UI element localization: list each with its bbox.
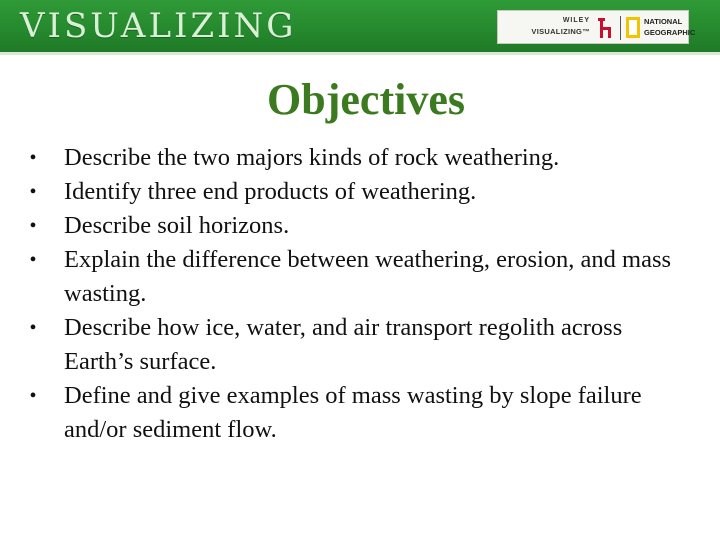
list-item-text: Define and give examples of mass wasting by slope failure and/or sediment flow. [64, 382, 642, 443]
list-item-text: Explain the difference between weathering, erosion, and mass wasting. [64, 246, 672, 307]
list-item-text: Identify three end products of weathering. [64, 178, 477, 205]
bullet-icon: • [29, 317, 37, 339]
national-geographic-frame-icon [626, 17, 640, 38]
list-item [26, 175, 676, 209]
wiley-logo [504, 15, 590, 41]
bullet-icon: • [29, 249, 37, 271]
wiley-logo-top: WILEY [562, 17, 590, 24]
list-item-text: Describe soil horizons. [64, 212, 290, 239]
wiley-logo-bottom: VISUALIZING™ [531, 27, 590, 36]
list-item [26, 379, 676, 447]
list-item [26, 243, 676, 311]
bullet-icon: • [29, 385, 37, 407]
publisher-logo [497, 10, 696, 44]
list-item-text: Describe the two majors kinds of rock weathering. [64, 144, 560, 171]
bullet-icon: • [29, 147, 37, 169]
brand-title: VISUALIZING [20, 6, 297, 46]
list-item-text: Describe how ice, water, and air transport regolith across Earth’s surface. [64, 314, 623, 375]
list-item [26, 141, 676, 175]
ng-line-2: GEOGRAPHIC [644, 28, 696, 37]
list-item [26, 209, 676, 243]
bullet-icon: • [29, 181, 37, 203]
chair-icon [596, 16, 614, 40]
page-title: Objectives [267, 75, 465, 124]
objectives-list [26, 141, 676, 447]
national-geographic-logo [644, 16, 695, 38]
logo-divider [620, 16, 621, 40]
ng-line-1: NATIONAL [644, 17, 683, 26]
bullet-icon: • [29, 215, 37, 237]
list-item [26, 311, 676, 379]
header-underline [0, 52, 720, 55]
header-bar [0, 0, 720, 52]
